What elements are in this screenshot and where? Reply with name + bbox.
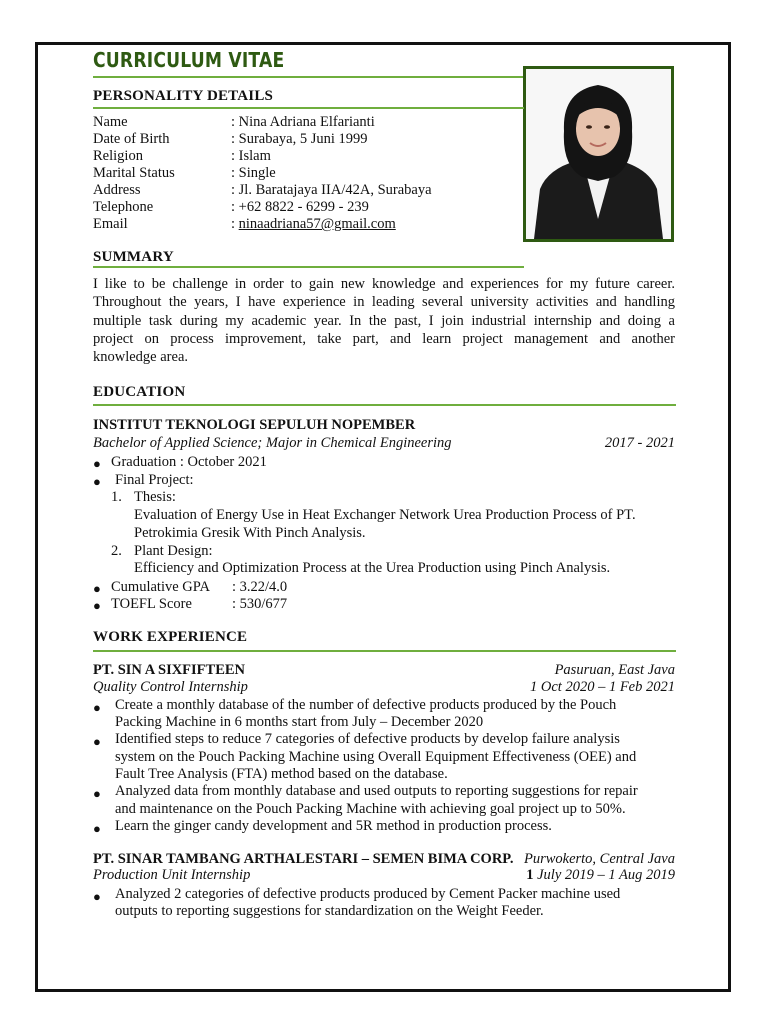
summary-paragraph xyxy=(93,275,675,366)
bullet-icon: ● xyxy=(93,821,101,836)
detail-row-marital xyxy=(93,165,276,182)
title-underline xyxy=(93,76,524,78)
degree: Bachelor of Applied Science; Major in Chemical Engineering xyxy=(93,435,452,451)
job1-bullet-line: system on the Pouch Packing Machine using Overall Equipment Effectiveness (OEE) and xyxy=(115,749,637,765)
detail-value: : Islam xyxy=(231,148,271,164)
detail-value: : Single xyxy=(231,165,276,181)
detail-label: Email xyxy=(93,216,128,232)
detail-label: Religion xyxy=(93,148,143,164)
detail-row-dob xyxy=(93,131,368,148)
summary-heading: SUMMARY xyxy=(93,249,174,265)
plant-label: Plant Design: xyxy=(134,543,213,559)
job1-bullet-line: Packing Machine in 6 months start from July – December 2020 xyxy=(115,714,484,730)
profile-photo xyxy=(523,66,674,242)
bullet-icon: ● xyxy=(93,456,101,471)
email-prefix: : xyxy=(231,216,239,232)
bullet-icon: ● xyxy=(93,700,101,715)
detail-label: Marital Status xyxy=(93,165,175,181)
graduation: Graduation : October 2021 xyxy=(111,454,267,470)
job1-company: PT. SIN A SIXFIFTEEN xyxy=(93,662,246,678)
detail-row-address xyxy=(93,182,432,199)
detail-row-name xyxy=(93,114,375,131)
gpa-label: Cumulative GPA xyxy=(111,579,210,595)
detail-label: Name xyxy=(93,114,128,130)
summary-line: project on process improvement, take part, and learn project management and another xyxy=(93,330,675,347)
job1-bullet-line: and maintenance on the Pouch Packing Machine with achieving goal project up to 50%. xyxy=(115,801,626,817)
bullet-icon: ● xyxy=(93,889,101,904)
detail-value: : Nina Adriana Elfarianti xyxy=(231,114,375,130)
bullet-icon: ● xyxy=(93,786,101,801)
job2-location: Purwokerto, Central Java xyxy=(523,851,675,867)
bullet-icon: ● xyxy=(93,598,101,613)
summary-line: knowledge area. xyxy=(93,349,189,366)
detail-label: Date of Birth xyxy=(93,131,170,147)
toefl-value: : 530/677 xyxy=(232,596,288,612)
job2-role: Production Unit Internship xyxy=(93,867,251,883)
education-years: 2017 - 2021 xyxy=(604,435,675,451)
email-link[interactable]: ninaadriana57@gmail.com xyxy=(238,216,396,232)
detail-value: : +62 8822 - 6299 - 239 xyxy=(231,199,369,215)
plant-title: Efficiency and Optimization Process at the Urea Production using Pinch Analysis. xyxy=(134,560,611,576)
school-name: INSTITUT TEKNOLOGI SEPULUH NOPEMBER xyxy=(93,417,416,433)
job2-dates-day: 1 xyxy=(526,867,534,883)
bullet-icon: ● xyxy=(93,734,101,749)
bullet-icon: ● xyxy=(93,581,101,596)
job1-bullet-line: Analyzed data from monthly database and used outputs to reporting suggestions for repair xyxy=(115,783,638,799)
work-heading: WORK EXPERIENCE xyxy=(93,629,248,645)
detail-row-telephone xyxy=(93,199,369,216)
detail-value: : Surabaya, 5 Juni 1999 xyxy=(231,131,368,147)
job2-company: PT. SINAR TAMBANG ARTHALESTARI – SEMEN BIMA CORP. xyxy=(93,851,514,867)
job1-role: Quality Control Internship xyxy=(93,679,248,695)
job1-bullet-line: Fault Tree Analysis (FTA) method based on the database. xyxy=(115,766,448,782)
thesis-label: Thesis: xyxy=(134,489,176,505)
bullet-icon: ● xyxy=(93,474,101,489)
final-project-label: Final Project: xyxy=(115,472,194,488)
plant-number: 2. xyxy=(111,543,122,559)
detail-row-religion xyxy=(93,148,271,165)
summary-underline xyxy=(93,266,524,268)
portrait-image xyxy=(526,69,671,239)
toefl-label: TOEFL Score xyxy=(111,596,192,612)
personality-underline xyxy=(93,107,524,109)
job2-dates-rest: July 2019 – 1 Aug 2019 xyxy=(533,867,675,883)
work-underline xyxy=(93,650,676,652)
education-underline xyxy=(93,404,676,406)
job1-bullet-line: Identified steps to reduce 7 categories of defective products by develop failure analysis xyxy=(115,731,620,747)
summary-line: Throughout the years, I have experience in leading several university activities and handling xyxy=(93,294,675,311)
job2-dates xyxy=(526,867,675,884)
job1-bullet-line: Learn the ginger candy development and 5R method in production process. xyxy=(115,818,552,834)
summary-line: multiple task during my academic year. In the past, I join industrial internship and doing a xyxy=(93,312,675,329)
gpa-value: : 3.22/4.0 xyxy=(232,579,288,595)
detail-row-email xyxy=(93,216,396,233)
job1-dates: 1 Oct 2020 – 1 Feb 2021 xyxy=(530,679,675,695)
detail-value: : Jl. Baratajaya IIA/42A, Surabaya xyxy=(231,182,432,198)
summary-line: I like to be challenge in order to gain new knowledge and experiences for my future career. xyxy=(93,276,675,292)
personality-heading: PERSONALITY DETAILS xyxy=(93,88,274,104)
detail-label: Telephone xyxy=(93,199,154,215)
detail-label: Address xyxy=(93,182,141,198)
thesis-title-line: Petrokimia Gresik With Pinch Analysis. xyxy=(134,525,366,541)
thesis-number: 1. xyxy=(111,489,122,505)
job2-bullet-line: Analyzed 2 categories of defective products produced by Cement Packer machine used xyxy=(115,886,621,902)
page-title: CURRICULUM VITAE xyxy=(93,48,285,72)
job2-bullet-line: outputs to reporting suggestions for standardization on the Weight Feeder. xyxy=(115,903,544,919)
education-heading: EDUCATION xyxy=(93,384,186,400)
job1-location: Pasuruan, East Java xyxy=(554,662,675,678)
job1-bullet-line: Create a monthly database of the number of defective products produced by the Pouch xyxy=(115,697,617,713)
thesis-title-line: Evaluation of Energy Use in Heat Exchanger Network Urea Production Process of PT. xyxy=(134,507,636,523)
